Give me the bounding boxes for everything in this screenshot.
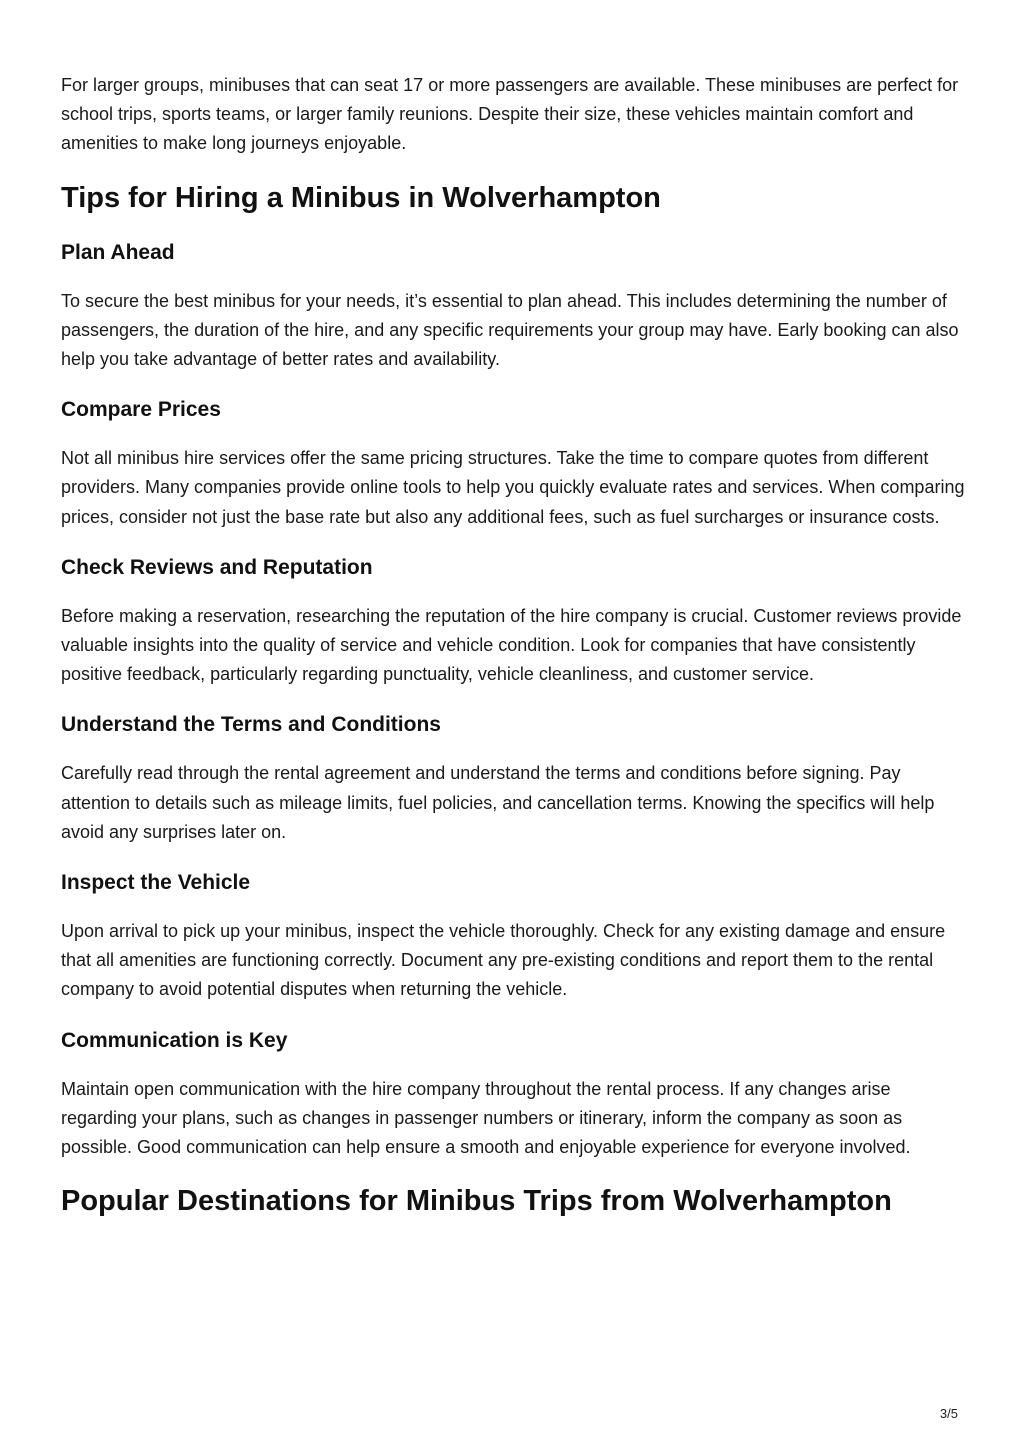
tips-heading: Tips for Hiring a Minibus in Wolverhampton <box>61 181 661 214</box>
section-body-terms-conditions: Carefully read through the rental agreement and understand the terms and conditions before signing. Pay attention to details such as mileage limits, fuel policies, and cancellation terms. Knowing the specifics will help avoid any surprises later on. <box>61 763 935 842</box>
section-heading-plan-ahead: Plan Ahead <box>61 240 175 264</box>
section-body-plan-ahead: To secure the best minibus for your needs, it’s essential to plan ahead. This includes determining the number of passengers, the duration of the hire, and any specific requirements your group may have. Early booking can also help you take advantage of better rates and availability. <box>61 290 959 370</box>
section-body-communication: Maintain open communication with the hire company throughout the rental process. If any changes arise regarding your plans, such as changes in passenger numbers or itinerary, inform the company as soon as possible. Good communication can help ensure a smooth and enjoyable experience for everyone involved. <box>61 1078 911 1158</box>
section-heading-terms-conditions: Understand the Terms and Conditions <box>61 713 441 737</box>
section-body-inspect-vehicle: Upon arrival to pick up your minibus, inspect the vehicle thoroughly. Check for any existing damage and ensure that all amenities are functioning correctly. Document any pre-existing conditions and report them to the rental company to avoid potential disputes when returning the vehicle. <box>61 921 946 1000</box>
section-heading-compare-prices: Compare Prices <box>61 398 221 422</box>
section-body-compare-prices: Not all minibus hire services offer the same pricing structures. Take the time to compare quotes from different providers. Many companies provide online tools to help you quickly evaluate rates and services. When comparing prices, consider not just the base rate but also any additional fees, such as fuel surcharges or insurance costs. <box>61 448 965 527</box>
document-page <box>61 71 971 1219</box>
intro-paragraph: For larger groups, minibuses that can seat 17 or more passengers are available. These minibuses are perfect for school trips, sports teams, or larger family reunions. Despite their size, these vehicles maintain comfort and amenities to make long journeys enjoyable. <box>61 75 959 154</box>
destinations-heading: Popular Destinations for Minibus Trips from Wolverhampton <box>61 1185 892 1218</box>
section-heading-inspect-vehicle: Inspect the Vehicle <box>61 871 251 895</box>
section-heading-check-reviews: Check Reviews and Reputation <box>61 555 373 579</box>
page-number: 3/5 <box>939 1406 958 1421</box>
section-heading-communication: Communication is Key <box>61 1028 288 1052</box>
section-body-check-reviews: Before making a reservation, researching the reputation of the hire company is crucial. Customer reviews provide valuable insights into the quality of service and vehicle condition. Look for companies that have consistently positive feedback, particularly regarding punctuality, vehicle cleanliness, and customer service. <box>61 605 962 685</box>
